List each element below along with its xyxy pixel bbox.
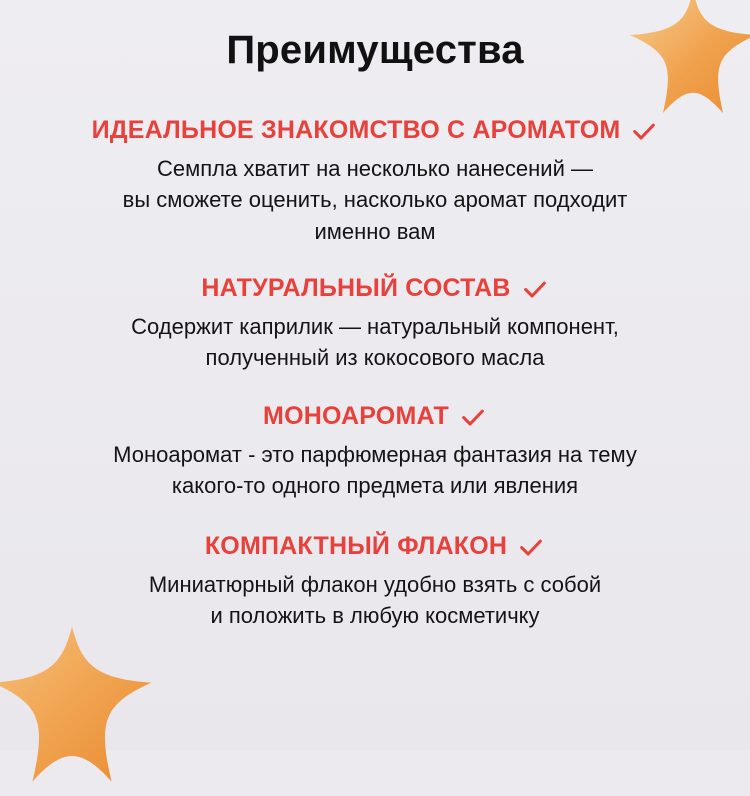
benefit-section <box>0 116 750 247</box>
benefit-heading-text: МОНОАРОМАТ <box>263 402 449 430</box>
check-icon <box>630 117 658 145</box>
benefit-description-line: полученный из кокосового масла <box>205 345 545 371</box>
benefit-description-line: Семпла хватит на несколько нанесений — <box>157 156 593 181</box>
benefit-description-line: Миниатюрный флакон удобно взять с собой <box>148 572 602 597</box>
benefit-section <box>0 402 750 502</box>
benefit-description <box>0 311 750 374</box>
benefit-heading <box>201 274 548 303</box>
check-icon <box>517 533 545 561</box>
benefit-description-line: именно вам <box>314 218 436 244</box>
benefit-description <box>0 569 750 632</box>
benefit-description-line: и положить в любую косметичку <box>210 603 540 629</box>
benefit-description-line: Моноаромат - это парфюмерная фантазия на тему <box>113 442 637 467</box>
benefit-description <box>0 153 750 247</box>
page-title: Преимущества <box>226 28 524 72</box>
benefit-description-line: вы сможете оценить, насколько аромат подходит <box>122 187 628 213</box>
check-icon <box>521 275 549 303</box>
benefit-heading-text: НАТУРАЛЬНЫЙ СОСТАВ <box>201 274 511 302</box>
benefit-description-line: Содержит каприлик — натуральный компонент, <box>131 314 619 339</box>
benefit-section <box>0 274 750 374</box>
benefit-heading-text: КОМПАКТНЫЙ ФЛАКОН <box>204 532 508 560</box>
star-icon <box>0 616 162 796</box>
benefit-heading <box>263 402 487 431</box>
benefit-section <box>0 532 750 632</box>
benefit-heading <box>92 116 659 145</box>
benefit-description <box>0 439 750 502</box>
benefit-description-line: какого-то одного предмета или явления <box>171 473 579 499</box>
check-icon <box>459 403 487 431</box>
benefit-heading <box>205 532 545 561</box>
benefit-heading-text: ИДЕАЛЬНОЕ ЗНАКОМСТВО С АРОМАТОМ <box>91 116 621 144</box>
